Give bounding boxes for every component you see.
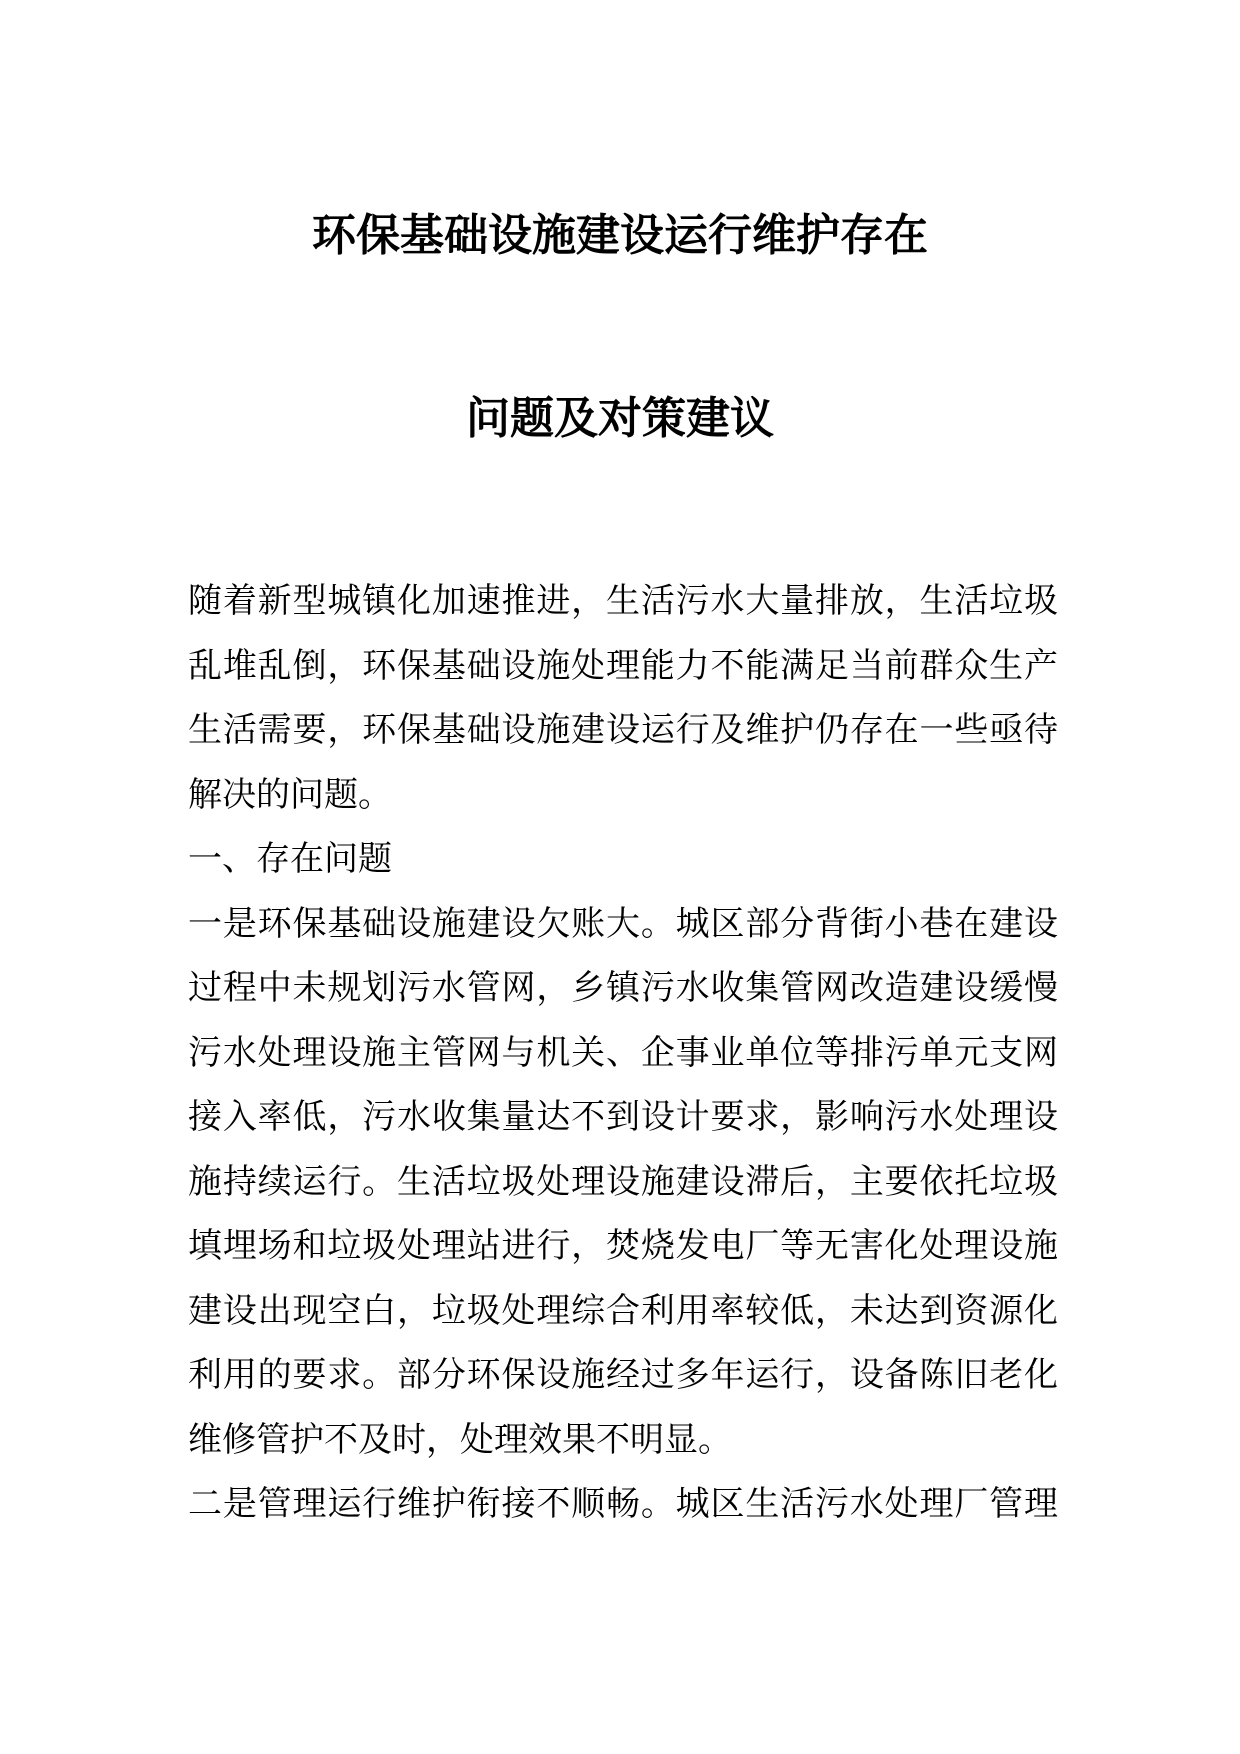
body-line: 乱堆乱倒，环保基础设施处理能力不能满足当前群众生产 — [188, 645, 1058, 686]
body-line: 建设出现空白，垃圾处理综合利用率较低，未达到资源化 — [188, 1290, 1058, 1331]
document-body — [188, 569, 1058, 1537]
body-line: 解决的问题。 — [188, 774, 392, 815]
document-title-line-2: 问题及对策建议 — [466, 393, 774, 444]
body-line: 过程中未规划污水管网，乡镇污水收集管网改造建设缓慢 — [188, 968, 1058, 1008]
body-line: 接入率低，污水收集量达不到设计要求，影响污水处理设 — [188, 1097, 1058, 1137]
body-line: 二是管理运行维护衔接不顺畅。城区生活污水处理厂管理 — [188, 1484, 1058, 1524]
body-line: 施持续运行。生活垃圾处理设施建设滞后，主要依托垃圾 — [188, 1161, 1058, 1202]
body-line: 污水处理设施主管网与机关、企事业单位等排污单元支网 — [188, 1032, 1058, 1073]
body-line: 维修管护不及时，处理效果不明显。 — [188, 1419, 732, 1460]
body-line: 随着新型城镇化加速推进，生活污水大量排放，生活垃圾 — [188, 581, 1058, 621]
body-line: 填埋场和垃圾处理站进行，焚烧发电厂等无害化处理设施 — [188, 1226, 1058, 1266]
body-line: 一是环保基础设施建设欠账大。城区部分背街小巷在建设 — [188, 903, 1058, 944]
document-title-line-1: 环保基础设施建设运行维护存在 — [312, 210, 928, 261]
body-line: 利用的要求。部分环保设施经过多年运行，设备陈旧老化 — [188, 1355, 1058, 1395]
section-heading: 一、存在问题 — [188, 839, 392, 879]
body-line: 生活需要，环保基础设施建设运行及维护仍存在一些亟待 — [188, 710, 1058, 750]
